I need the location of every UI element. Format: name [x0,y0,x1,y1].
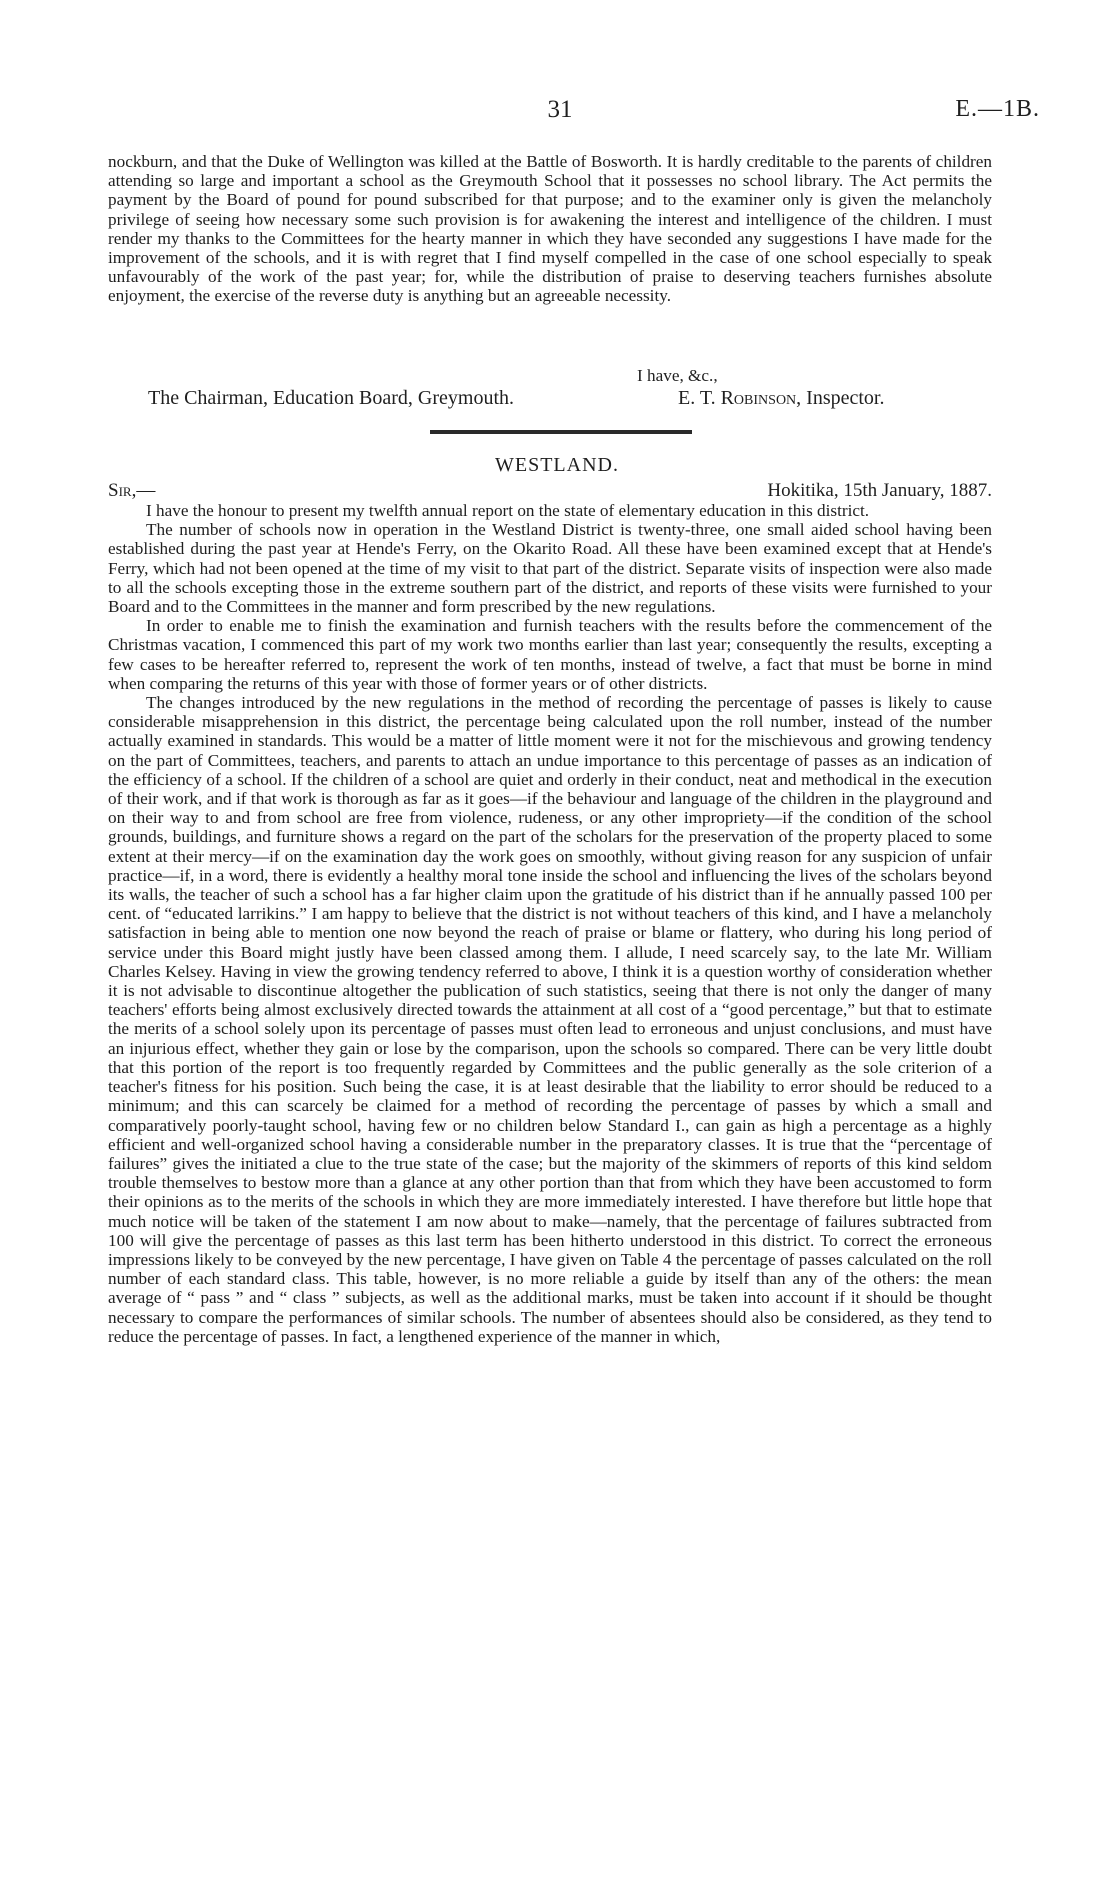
report-paragraph: The changes introduced by the new regulations in the method of recording the percentage of passes is likely to cause considerable misapprehension in this district, the percentage being calculated upon the roll number, instead of the number actually examined in standards. This would be a matter of little moment were it not for the mischievous and growing tendency on the part of Committees, teachers, and parents to attach an undue importance to this percentage of passes as an indication of the efficiency of a school. If the children of a school are quiet and orderly in their conduct, neat and methodical in the execution of their work, and if that work is thorough as far as it goes—if the behaviour and language of the children in the playground and on their way to and from school are free from violence, rudeness, or any other impropriety—if the condition of the school grounds, buildings, and furniture shows a regard on the part of the scholars for the preservation of the property placed to some extent at their mercy—if on the examination day the work goes on smoothly, without giving reason for any suspicion of unfair practice—if, in a word, there is evidently a healthy moral tone inside the school and influencing the lives of the scholars beyond its walls, the teacher of such a school has a far higher claim upon the gratitude of his district than if he annually passed 100 per cent. of “educated larrikins.” I am happy to believe that the district is not without teachers of this kind, and I have a melancholy satisfaction in being able to mention one now beyond the reach of praise or blame or flattery, who during his long period of service under this Board might justly have been classed among them. I allude, I need scarcely say, to the late Mr. William Charles Kelsey. Having in view the growing tendency referred to above, I think it is a question worthy of consideration whether it is not advisable to discontinue altogether the publication of such statistics, seeing that there is not only the danger of many teachers' efforts being almost exclusively directed towards the attainment at all cost of a “good percentage,” but that to estimate the merits of a school solely upon its percentage of passes must often lead to erroneous and unjust conclusions, and must have an injurious effect, whether they gain or lose by the comparison, upon the schools so compared. There can be very little doubt that this portion of the report is too frequently regarded by Committees and the public generally as the sole criterion of a teacher's fitness for his position. Such being the case, it is at least desirable that the liability to error should be reduced to a minimum; and this can scarcely be claimed for a method of recording the percentage of passes by which a small and comparatively poorly-taught school, having few or no children below Standard I., can gain as high a percentage as a highly efficient and well-organized school having a considerable number in the preparatory classes. It is true that the “percentage of failures” gives the initiated a clue to the true state of the case; but the majority of the skimmers of reports of this kind seldom trouble themselves to bestow more than a glance at any other portion than that from which they have been accustomed to form their opinions as to the merits of the schools in which they are more immediately interested. I have therefore but little hope that much notice will be taken of the statement I am now about to make—namely, that the percentage of failures subtracted from 100 will give the percentage of passes as this last term has been hitherto understood in this district. To correct the erroneous impressions likely to be conveyed by the new percentage, I have given on Table 4 the percentage of passes calculated on the roll number of each standard class. This table, however, is no more reliable a guide by itself than any of the others: the mean average of “ pass ” and “ class ” subjects, as well as the additional marks, must be taken into account if it should be thought necessary to compare the performances of similar schools. The number of absentees should also be considered, as they tend to reduce the percentage of passes. In fact, a lengthened experience of the manner in which, [108,693,992,1346]
document-code: E.—1B. [955,96,1040,122]
salutation: Sir,— [108,480,156,501]
addressee: The Chairman, Education Board, Greymouth. [148,387,515,409]
section-heading: WESTLAND. [495,454,619,476]
report-paragraph: The number of schools now in operation in the Westland District is twenty-three, one small aided school having been established during the past year at Hende's Ferry, on the Okarito Road. All these have been examined except that at Hende's Ferry, which had not been opened at the time of my visit to that part of the district. Separate visits of inspection were also made to all the schools excepting those in the extreme southern part of the district, and reports of these visits were furnished to your Board and to the Committees in the manner and form prescribed by the new regulations. [108,520,992,617]
report-paragraph: In order to enable me to finish the examination and furnish teachers with the results before the commencement of the Christmas vacation, I commenced this part of my work two months earlier than last year; consequently the results, excepting a few cases to be hereafter referred to, represent the work of ten months, instead of twelve, a fact that must be borne in mind when comparing the returns of this year with those of former years or of other districts. [108,616,992,693]
signatory-title: , Inspector. [796,387,885,409]
signatory-name: Robinson [720,387,797,409]
closing-formula: I have, &c., [637,366,718,385]
report-paragraph: I have the honour to present my twelfth annual report on the state of elementary education in this district. [146,501,870,520]
continued-paragraph: nockburn, and that the Duke of Wellington was killed at the Battle of Bosworth. It is hardly creditable to the parents of children attending so large and important a school as the Greymouth School that it possesses no school library. The Act permits the payment by the Board of pound for pound subscribed for that purpose; and to the examiner only is given the melancholy privilege of seeing how necessary some such provision is for awakening the interest and intelligence of the children. I must render my thanks to the Committees for the hearty manner in which they have seconded any suggestions I have made for the improvement of the schools, and it is with regret that I find myself compelled in the case of one school especially to speak unfavourably of the work of the past year; for, while the distribution of praise to deserving teachers furnishes absolute enjoyment, the exercise of the reverse duty is anything but an agreeable necessity. [108,152,992,306]
dateline: Hokitika, 15th January, 1887. [767,480,992,501]
signature-row [148,387,992,411]
salutation-row [108,480,992,502]
report-body [108,501,992,1346]
signatory-initials: E. T. [678,387,716,409]
page-number: 31 [547,96,573,123]
page-header [0,96,1114,132]
signatory [678,387,884,410]
section-divider [430,430,692,434]
